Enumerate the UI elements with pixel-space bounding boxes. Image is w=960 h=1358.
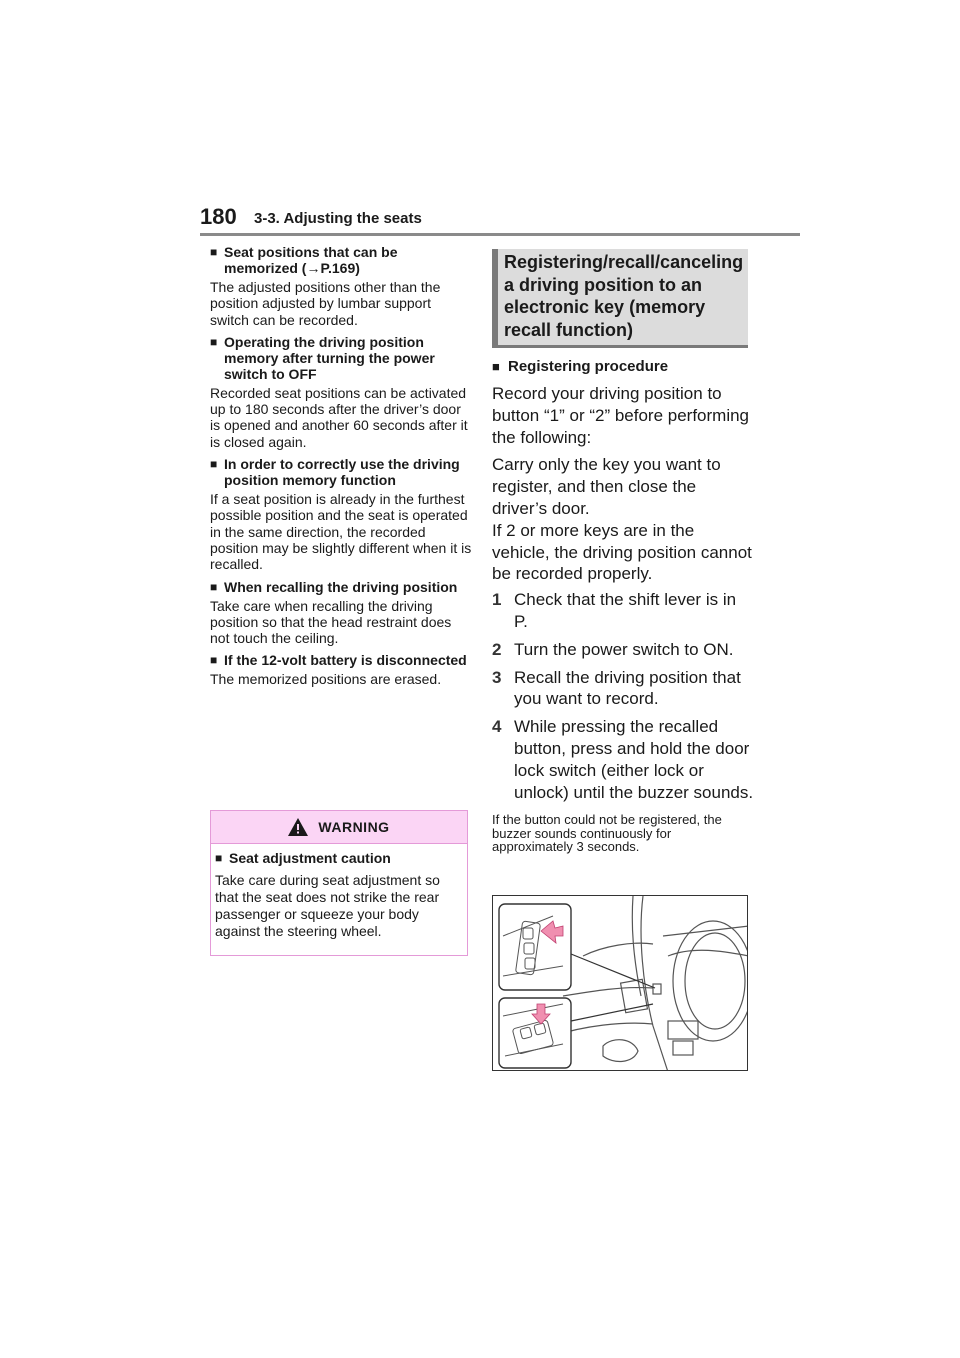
step-text: Turn the power switch to ON. [514,639,734,659]
procedure-intro-3: If 2 or more keys are in the vehicle, the driving position cannot be recorded properly. [492,520,752,584]
warning-label: WARNING [318,819,390,835]
warning-heading: Seat adjustment caution [229,850,391,866]
note-heading: In order to correctly use the driving position memory function [224,456,460,489]
page-header [200,204,800,238]
note-body: The memorized positions are erased. [210,671,442,688]
procedure-note: If the button could not be registered, the buzzer sounds continuously for approximately 3 seconds. [492,812,722,855]
square-bullet-icon: ■ [210,334,218,349]
door-switch-illustration [492,895,748,1071]
warning-body: Take care during seat adjustment so that the seat does not strike the rear passenger or squeeze your body against the steering wheel. [215,872,440,939]
step-item [492,639,754,661]
note-battery-disconnected [210,652,472,687]
square-bullet-icon: ■ [210,245,218,259]
note-heading: Seat positions that can be memorized (→P.169) [224,244,398,276]
step-number: 1 [492,590,502,610]
note-memorized-positions [210,244,472,328]
warning-header [211,811,467,844]
square-bullet-icon: ■ [210,457,218,472]
note-body: If a seat position is already in the furthest possible position and the seat is operated in the same direction, the recorded position may be slightly different when it is recalled. [210,491,472,573]
note-heading: Operating the driving position memory after turning the power switch to OFF [224,333,435,382]
step-text: Recall the driving position that you want to record. [514,667,741,709]
section-title: 3-3. Adjusting the seats [254,210,422,227]
square-bullet-icon: ■ [215,851,223,865]
topic-box [492,249,748,348]
procedure-heading: ■ Registering procedure [492,358,669,375]
procedure-intro-1: Record your driving position to button “1” or “2” before performing the following: [492,384,750,447]
note-heading: When recalling the driving position [224,578,458,595]
square-bullet-icon: ■ [210,579,218,594]
step-number: 4 [492,717,502,737]
note-power-switch-off [210,334,472,450]
page-number: 180 [200,204,237,229]
note-heading: If the 12-volt battery is disconnected [224,652,467,669]
note-body: Take care when recalling the driving position so that the head restraint does not touch the ceiling. [210,597,452,647]
step-item [492,667,754,711]
right-column [492,249,754,854]
step-item [492,716,754,803]
procedure-intro-2: Carry only the key you want to register, and then close the driver’s door. [492,455,721,518]
warning-triangle-icon [288,818,308,836]
note-body: Recorded seat positions can be activated up to 180 seconds after the driver’s door is opened and another 60 seconds after it is closed again. [210,384,468,450]
step-number: 3 [492,667,502,687]
note-body: The adjusted positions other than the position adjusted by lumbar support switch can be recorded. [210,279,441,328]
step-item [492,589,754,633]
note-correct-use [210,456,472,572]
header-rule [200,233,800,236]
warning-box [210,810,468,956]
square-bullet-icon: ■ [210,653,218,668]
step-number: 2 [492,639,502,659]
square-bullet-icon: ■ [492,359,500,374]
step-text: While pressing the recalled button, press and hold the door lock switch (either lock or unlock) until the buzzer sounds. [514,717,754,802]
steps-list [492,589,754,803]
step-text: Check that the shift lever is in P. [514,590,737,631]
note-recalling [210,579,472,647]
topic-title: Registering/recall/canceling a driving position to an electronic key (memory recall function) [504,252,744,340]
car-interior-drawing [493,896,748,1071]
left-notes-column [210,244,472,694]
